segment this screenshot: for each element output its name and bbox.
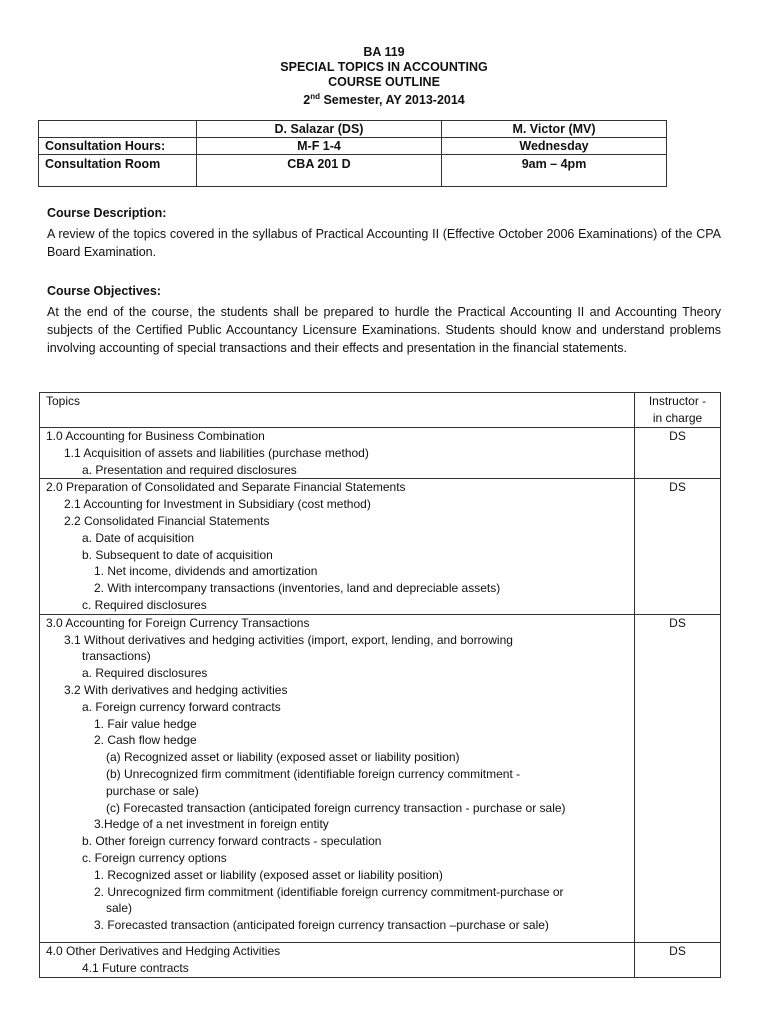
topic-line: 3.0 Accounting for Foreign Currency Transactions [46,615,310,630]
instructors-header-row [39,121,667,138]
topics-header-row [40,393,721,428]
doc-type: COURSE OUTLINE [328,75,440,89]
instructors-table [38,120,667,187]
cell-value: Wednesday [442,138,667,155]
topic-line: 3.2 With derivatives and hedging activities [64,682,288,697]
topic-line: 1. Net income, dividends and amortization [94,564,318,579]
topic-line: transactions) [82,649,151,664]
topics-header-label: Topics [46,394,81,408]
instructor-in-charge [635,942,721,977]
topic-lines [40,428,635,479]
topic-line: c. Foreign currency options [82,850,227,865]
consultation-room-row [39,155,667,187]
instructor-code: DS [669,480,686,495]
topic-line: (b) Unrecognized firm commitment (identifiable foreign currency commitment - [106,766,521,781]
topic-line: 1.1 Acquisition of assets and liabilities (purchase method) [64,445,369,460]
topic-line: 2. Unrecognized firm commitment (identifiable foreign currency commitment-purchase or [94,884,564,899]
topic-lines [40,614,635,942]
instructor-code: DS [669,429,686,443]
topic-line: sale) [106,901,133,916]
topic-line: b. Other foreign currency forward contracts - speculation [82,834,382,849]
instructor-in-charge [635,428,721,479]
topic-line: 1. Recognized asset or liability (exposed asset or liability position) [94,867,443,882]
instructor-in-charge [635,614,721,942]
instructor-in-charge [635,479,721,614]
topic-lines [40,942,635,977]
topic-section-2 [40,479,721,614]
topic-line: 4.1 Future contracts [82,960,189,975]
row-label: Consultation Hours: [39,138,197,155]
topic-line: 3.Hedge of a net investment in foreign entity [94,817,329,832]
instructor-mv-header: M. Victor (MV) [442,121,667,138]
topic-line: 2. Cash flow hedge [94,733,197,748]
instructor-ds-header: D. Salazar (DS) [197,121,442,138]
topic-section-1 [40,428,721,479]
instructor-code: DS [669,943,686,958]
topic-line: purchase or sale) [106,783,199,798]
course-title: SPECIAL TOPICS IN ACCOUNTING [280,60,488,74]
topic-line: 4.0 Other Derivatives and Hedging Activities [46,943,281,958]
topic-line: a. Required disclosures [82,666,208,681]
instructors-header-cell [39,121,197,138]
instructor-header-line-2: in charge [652,410,703,425]
topic-line: 3. Forecasted transaction (anticipated foreign currency transaction –purchase or sale) [94,918,549,933]
consultation-hours-row [39,138,667,155]
semester-sup: nd [310,92,320,101]
instructor-code: DS [669,615,686,630]
topic-lines [40,479,635,614]
cell-value: M-F 1-4 [197,138,442,155]
topic-line: b. Subsequent to date of acquisition [82,547,273,562]
instructor-header-line-1: Instructor - [648,394,707,408]
topic-section-4 [40,942,721,977]
topics-table [39,392,721,978]
topic-line: 1.0 Accounting for Business Combination [46,429,265,443]
course-objectives-title: Course Objectives: [47,284,161,298]
course-description-title: Course Description: [47,206,167,220]
topic-line: 3.1 Without derivatives and hedging activities (import, export, lending, and borrowing [64,632,513,647]
semester-num: 2 [303,93,311,108]
topic-line: 2.0 Preparation of Consolidated and Separate Financial Statements [46,480,406,495]
course-code: BA 119 [363,45,405,59]
topic-section-3 [40,614,721,942]
topic-line: 2.1 Accounting for Investment in Subsidiary (cost method) [64,497,371,512]
topics-header [40,393,635,428]
topic-line: (a) Recognized asset or liability (exposed asset or liability position) [106,750,460,765]
topic-line: a. Presentation and required disclosures [82,462,297,477]
topic-line: a. Foreign currency forward contracts [82,699,281,714]
semester-rest: Semester, AY 2013-2014 [319,93,465,108]
topic-line: c. Required disclosures [82,597,207,612]
spacer [46,934,634,942]
semester-line [0,89,768,108]
cell-value: 9am – 4pm [442,155,667,187]
row-label: Consultation Room [39,155,197,187]
topic-line: 2. With intercompany transactions (inventories, land and depreciable assets) [94,581,501,596]
topic-line: a. Date of acquisition [82,530,195,545]
topic-line: 1. Fair value hedge [94,716,197,731]
instructor-header [635,393,721,428]
topic-line: 2.2 Consolidated Financial Statements [64,513,270,528]
course-description-text: A review of the topics covered in the syllabus of Practical Accounting II (Effective October 2006 Examinations) of the CPA Board Examination. [47,227,721,259]
topic-line: (c) Forecasted transaction (anticipated foreign currency transaction - purchase or sale) [106,800,566,815]
cell-value: CBA 201 D [197,155,442,187]
course-objectives-text: At the end of the course, the students shall be prepared to hurdle the Practical Accounting II and Accounting Theory subjects of the Certified Public Accountancy Licensure Examinations. Students should know and understand problems involving accounting of special transactions and their effects and presentation in the financial statements. [47,305,721,355]
